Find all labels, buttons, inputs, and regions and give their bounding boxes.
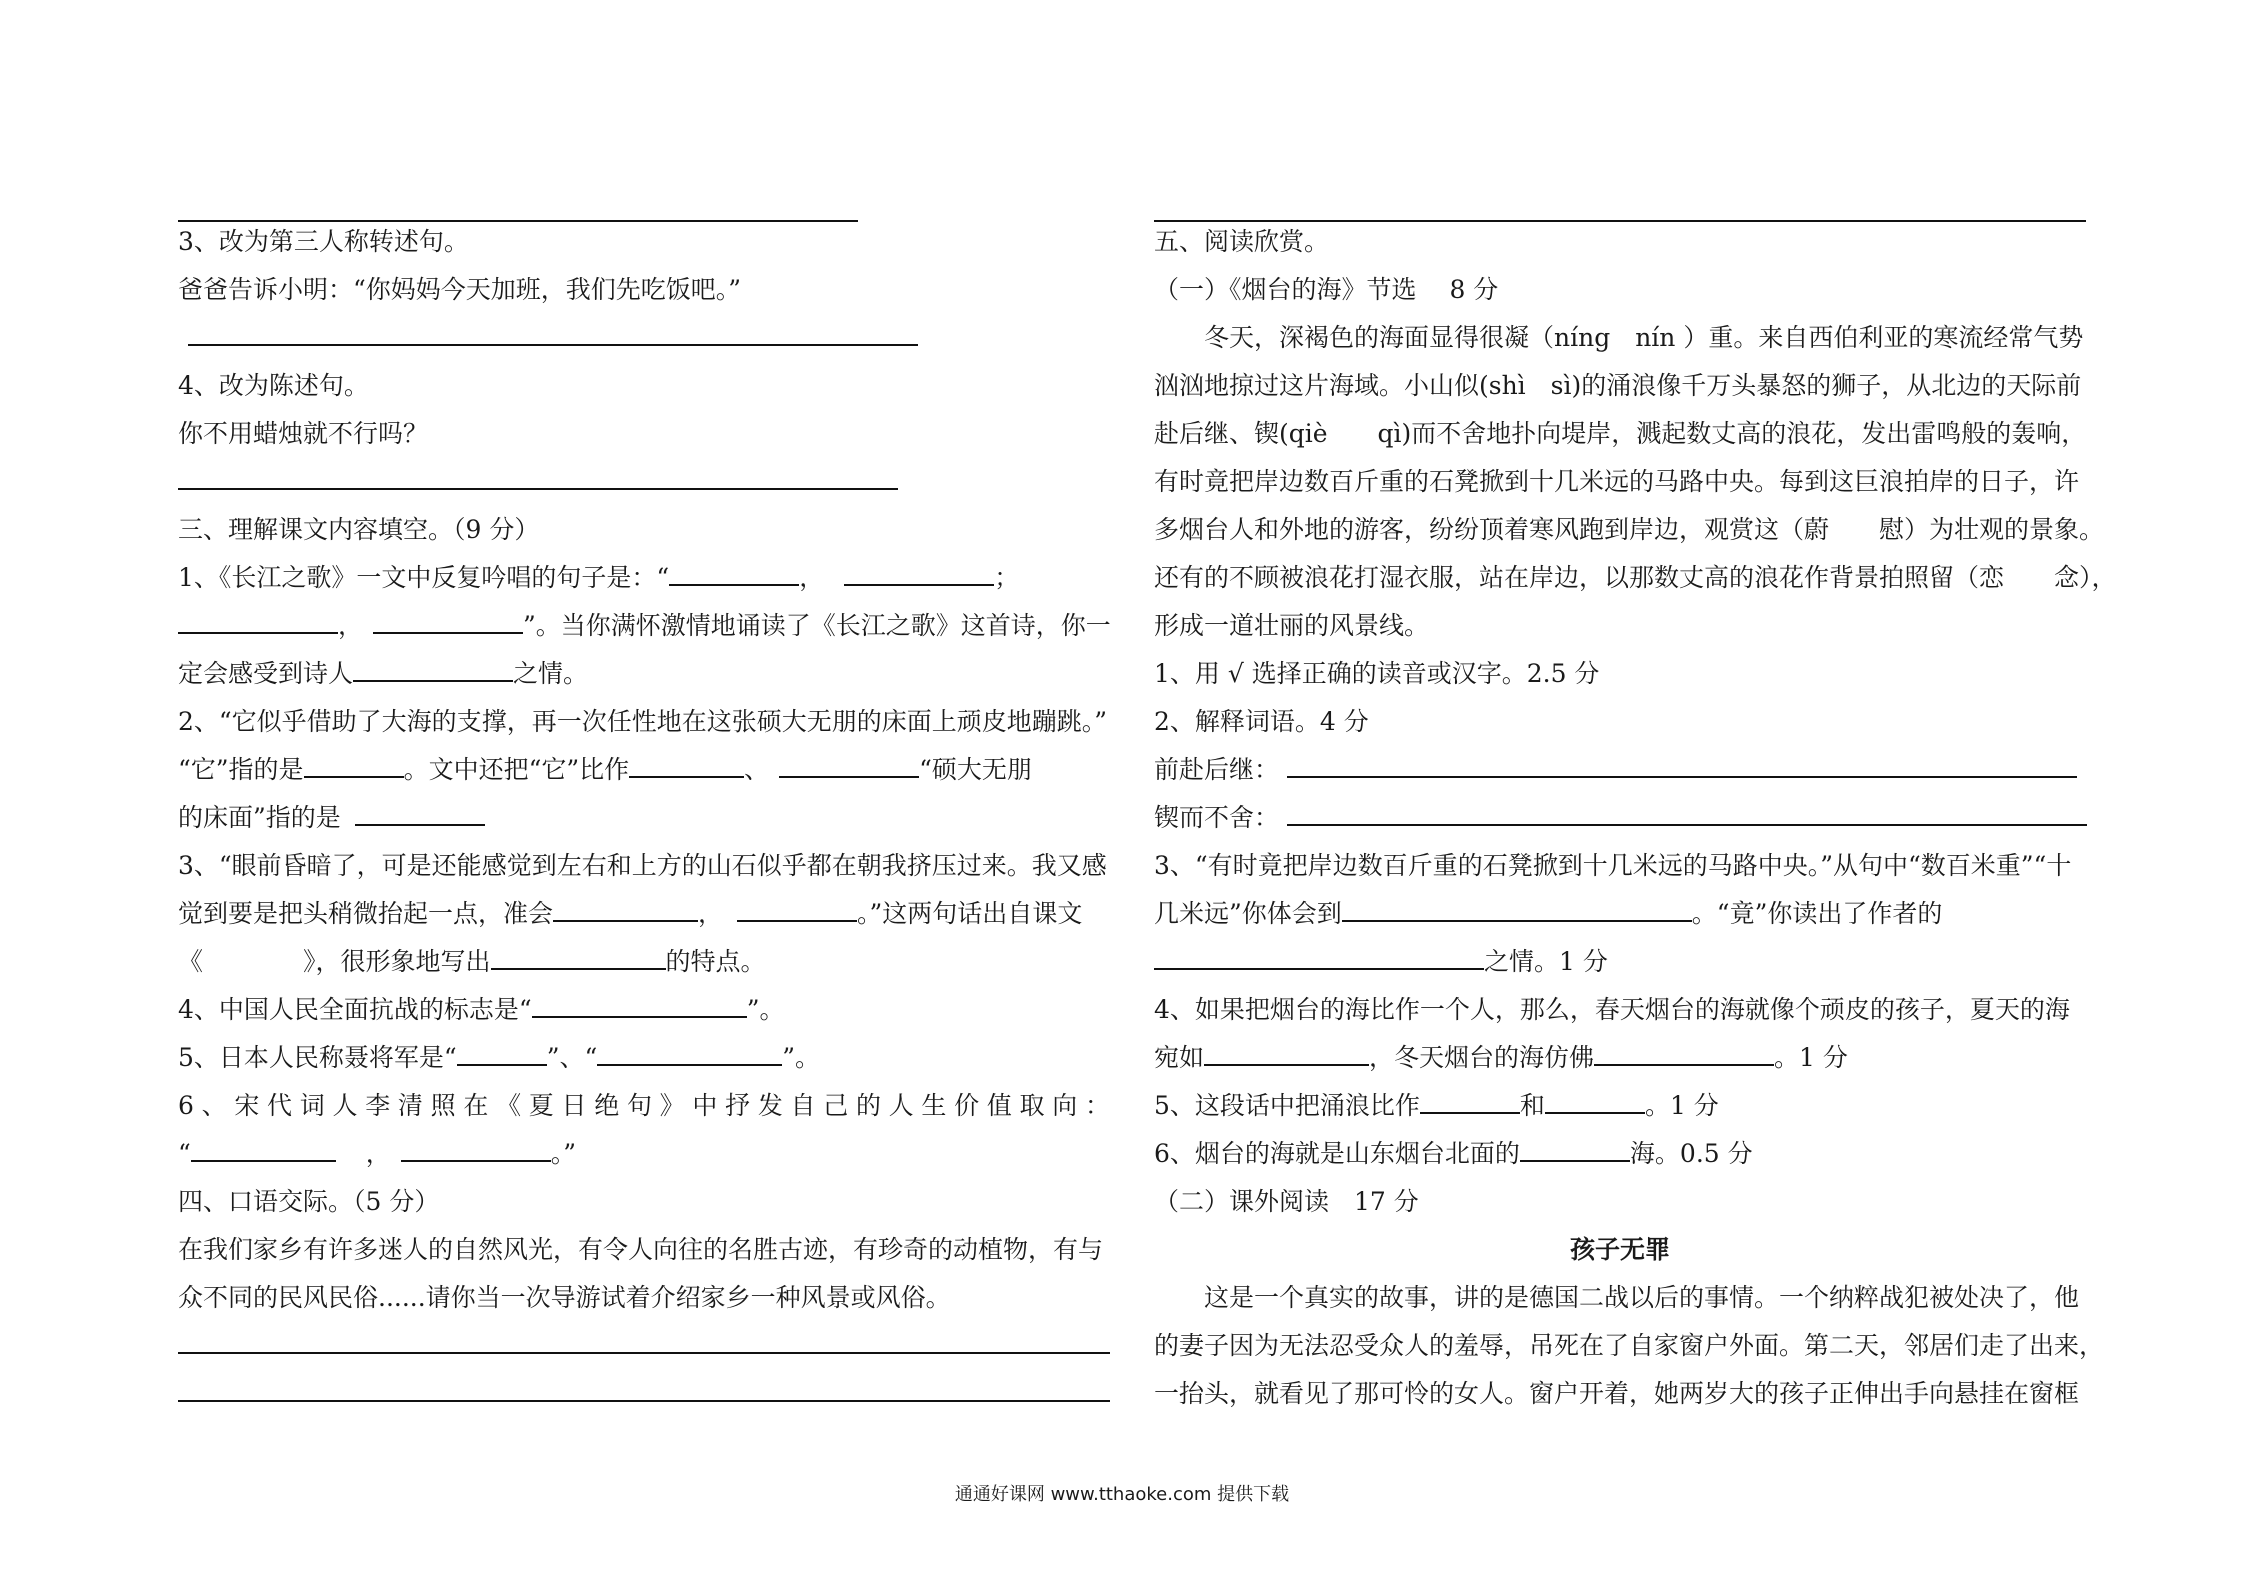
passage-2-title: （二）课外阅读 17 分: [1154, 1187, 1419, 1216]
passage-2-line: 的妻子因为无法忍受众人的羞辱，吊死在了自家窗户外面。第二天，邻居们走了出来，: [1154, 1331, 2105, 1360]
answer-line: [178, 190, 1110, 218]
r-q3-line3: 之情。1 分: [1154, 938, 2086, 986]
s3-q1-line2: ， ”。当你满怀激情地诵读了《长江之歌》这首诗，你一: [178, 602, 1110, 650]
s4-text-1: 在我们家乡有许多迷人的自然风光，有令人向往的名胜古迹，有珍奇的动植物，有与: [178, 1235, 1104, 1264]
r-q1: 1、用 √ 选择正确的读音或汉字。2.5 分: [1154, 659, 1600, 688]
s3-q1-line3: 定会感受到诗人 之情。: [178, 650, 1110, 698]
answer-line: [178, 1322, 1110, 1370]
story-title: 孩子无罪: [1569, 1235, 1670, 1264]
s3-q1-line1: 1、《长江之歌》一文中反复吟唱的句子是：“ ， ；: [178, 554, 1110, 602]
s3-q2-line2: “它”指的是 。文中还把“它”比作 、 “硕大无朋: [178, 746, 1110, 794]
answer-line: [1154, 190, 2086, 218]
r-q2-word1: 前赴后继：: [1154, 746, 2086, 794]
section-5-title: 五、阅读欣赏。: [1154, 227, 1330, 256]
page-footer: 通通好课网 www.tthaoke.com 提供下载: [954, 1484, 1290, 1505]
right-column: [1154, 190, 2117, 1418]
passage-1-line: 赴后继、锲(qiè qì)而不舍地扑向堤岸，溅起数丈高的浪花，发出雷鸣般的轰响，: [1154, 419, 2087, 448]
left-column: [178, 190, 1110, 1418]
q3-text: 爸爸告诉小明：“你妈妈今天加班，我们先吃饭吧。”: [178, 275, 742, 304]
s3-q6-line1: 6、宋代词人李清照在《夏日绝句》中抒发自己的人生价值取向：: [178, 1091, 1110, 1120]
r-q3-line2: 几米远”你体会到 。“竟”你读出了作者的: [1154, 890, 2086, 938]
r-q6: 6、烟台的海就是山东烟台北面的 海。0.5 分: [1154, 1130, 2086, 1178]
q4-text: 你不用蜡烛就不行吗？: [178, 419, 429, 448]
r-q2: 2、解释词语。4 分: [1154, 707, 1369, 736]
q4-title: 4、改为陈述句。: [178, 371, 369, 400]
section-4-title: 四、口语交际。（5 分）: [178, 1187, 440, 1216]
answer-line: [178, 458, 1110, 506]
passage-1-line: 多烟台人和外地的游客，纷纷顶着寒风跑到岸边，观赏这（蔚 慰）为壮观的景象。: [1154, 515, 2105, 544]
answer-line: [178, 314, 1110, 362]
passage-1-line: 汹汹地掠过这片海域。小山似(shì sì)的涌浪像千万头暴怒的狮子，从北边的天际前: [1154, 371, 2082, 400]
s3-q2-line1: 2、“它似乎借助了大海的支撑，再一次任性地在这张硕大无朋的床面上顽皮地蹦跳。”: [178, 707, 1107, 736]
s3-q5: 5、日本人民称聂将军是“ ”、“ ”。: [178, 1034, 1110, 1082]
s3-q3-line3: 《 》，很形象地写出 的特点。: [178, 938, 1110, 986]
r-q4-line2: 宛如 ，冬天烟台的海仿佛 。1 分: [1154, 1034, 2086, 1082]
s3-q3-line1: 3、“眼前昏暗了，可是还能感觉到左右和上方的山石似乎都在朝我挤压过来。我又感: [178, 851, 1107, 880]
passage-2-line: 这是一个真实的故事，讲的是德国二战以后的事情。一个纳粹战犯被处决了，他: [1204, 1283, 2080, 1312]
section-3-title: 三、理解课文内容填空。（9 分）: [178, 515, 540, 544]
passage-1-line: 冬天，深褐色的海面显得很凝（níng nín ）重。来自西伯利亚的寒流经常气势: [1204, 323, 2084, 352]
passage-1-line: 形成一道壮丽的风景线。: [1154, 611, 1430, 640]
answer-line: [178, 1370, 1110, 1418]
s3-q3-line2: 觉到要是把头稍微抬起一点，准会 ， 。”这两句话出自课文: [178, 890, 1110, 938]
r-q4-line1: 4、如果把烟台的海比作一个人，那么，春天烟台的海就像个顽皮的孩子，夏天的海: [1154, 995, 2070, 1024]
s3-q6-line2: “ ， 。”: [178, 1130, 1110, 1178]
s4-text-2: 众不同的民风民俗......请你当一次导游试着介绍家乡一种风景或风俗。: [178, 1283, 951, 1312]
r-q3-line1: 3、“有时竟把岸边数百斤重的石凳掀到十几米远的马路中央。”从句中“数百米重”“十: [1154, 851, 2072, 880]
s3-q4: 4、中国人民全面抗战的标志是“ ”。: [178, 986, 1110, 1034]
passage-1-title: （一）《烟台的海》节选 8 分: [1154, 275, 1499, 304]
q3-title: 3、改为第三人称转述句。: [178, 227, 469, 256]
r-q2-word2: 锲而不舍：: [1154, 794, 2086, 842]
passage-2-line: 一抬头，就看见了那可怜的女人。窗户开着，她两岁大的孩子正伸出手向悬挂在窗框: [1154, 1379, 2080, 1408]
s3-q2-line3: 的床面”指的是: [178, 794, 1110, 842]
passage-1-line: 还有的不顾被浪花打湿衣服，站在岸边，以那数丈高的浪花作背景拍照留（恋 念），: [1154, 563, 2117, 592]
passage-1-line: 有时竟把岸边数百斤重的石凳掀到十几米远的马路中央。每到这巨浪拍岸的日子，许: [1154, 467, 2080, 496]
r-q5: 5、这段话中把涌浪比作 和 。1 分: [1154, 1082, 2086, 1130]
